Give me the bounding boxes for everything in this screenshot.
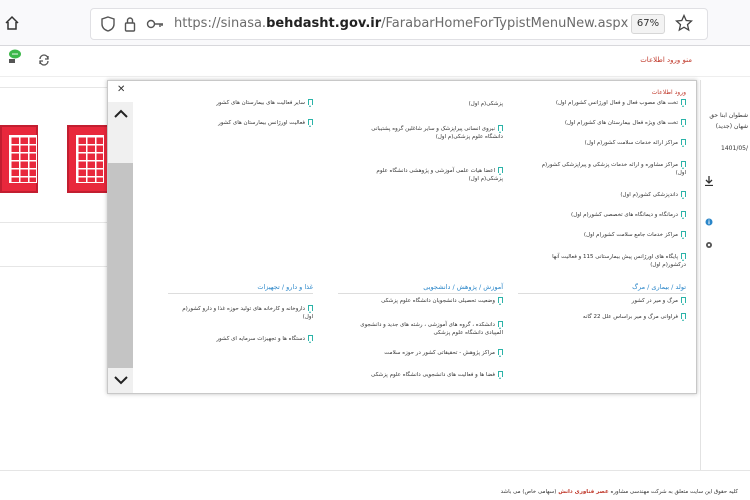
bookmark-icon [308,119,313,125]
divider [0,222,108,223]
bookmark-icon [498,371,503,377]
bookmark-icon [681,297,686,303]
section-title: تولد / بیماری / مرگ [632,283,686,291]
section-education [338,283,503,393]
menu-item[interactable]: سایر فعالیت های بیمارستان های کشور [168,99,313,108]
menu-item[interactable]: نیروی انسانی پیراپزشک و سایر شاغلین گروه پشتیبانی دانشگاه علوم پزشکی(م اول) [371,126,503,140]
bookmark-icon [681,119,686,125]
menu-item[interactable]: مرگ و میر در کشور [518,297,686,306]
bookmark-icon [498,167,503,173]
menu-item[interactable]: تخت های مصوب فعال و فعال اورژانس کشور(م اول) [518,99,686,108]
divider [0,266,108,267]
info-text: شطوان ابنا حق [709,112,748,119]
bookmark-icon [308,99,313,105]
bookmark-icon [681,191,686,197]
browser-toolbar [0,0,750,46]
info-icon[interactable] [705,218,713,228]
menu-item[interactable]: داندپزشکی کشور(م اول) [518,191,686,200]
section-title: آموزش / پژوهش / دانشجویی [423,283,503,291]
download-icon[interactable] [705,176,713,188]
page-footer [0,470,750,500]
divider [168,293,313,294]
divider [518,293,686,294]
date-text: 1401/05/ [721,145,748,152]
menu-item[interactable]: مراکز خدمات جامع سلامت کشور(م اول) [518,231,686,240]
menu-item[interactable]: اعضا هیات علمی آموزشی و پژوهشی دانشگاه علوم پزشکی(م اول) [376,168,503,182]
bookmark-icon [681,231,686,237]
bookmark-icon [308,305,313,311]
info-text: شهان (جدید) [715,123,748,130]
settings-icon[interactable] [705,241,713,251]
menu-item[interactable]: دستگاه ها و تجهیزات سرمایه ای کشور [168,335,313,344]
divider [0,87,108,88]
table-tile-icon[interactable] [0,125,38,193]
menu-column-3 [168,99,313,139]
bookmark-star-icon[interactable] [675,14,693,36]
menu-item[interactable]: پایگاه های اورژانس پیش بیمارستانی 115 و فعالیت آنها درکشور(م اول) [552,254,686,268]
table-tile-icon[interactable] [67,125,110,193]
menu-item[interactable]: دانشکده ، گروه های آموزشی ، رشته های جدید و دانشجوی المپیادی دانشگاه علوم پزشکی [360,322,503,336]
zoom-level-badge[interactable]: 67% [631,14,665,34]
lock-icon[interactable] [124,16,136,36]
menu-item[interactable]: مراکز پژوهش - تحقیقاتی کشور در حوزه سلامت [353,349,503,358]
menu-item[interactable]: پزشکی(م اول) [468,101,503,107]
right-info-panel [700,80,750,470]
chevron-up-icon[interactable] [114,109,128,121]
section-food [168,283,313,363]
bookmark-icon [681,161,686,167]
url-text[interactable]: https://sinasa.behdasht.gov.ir/FarabarHomeForTypistMenuNew.aspx [174,16,629,31]
refresh-icon[interactable] [38,54,50,69]
address-bar[interactable] [90,8,708,40]
bookmark-icon [308,335,313,341]
bookmark-icon [498,321,503,327]
menu-item[interactable]: مراکز مشاوره و ارائه خدمات پزشکی و پیراپزشکی کشور(م اول) [541,162,686,176]
copyright-text: کلیه حقوق این سایت متعلق به شرکت مهندسی مشاوره عصر فناوری دانش (سهامی خاص) می باشد [500,489,738,495]
menu-item[interactable]: مراکز ارائه خدمات سلامت کشور(م اول) [518,139,686,148]
close-icon[interactable]: ✕ [117,84,126,95]
menu-item[interactable]: فراوانی مرگ و میر براساس علل 22 گانه [518,313,686,322]
menu-item[interactable]: فعالیت اورژانس بیمارستان های کشور [168,119,313,128]
scrollbar-thumb[interactable] [108,163,133,368]
menu-item[interactable]: داروخانه و کارخانه های تولید حوزه غذا و دارو کشور(م اول) [182,306,313,320]
bookmark-icon [681,211,686,217]
key-icon[interactable] [146,16,164,36]
menu-item[interactable]: فضا ها و فعالیت های دانشجویی دانشگاه علوم پزشکی [353,371,503,380]
menu-column-1 [518,99,686,279]
page-header [0,47,750,77]
home-icon[interactable] [3,14,21,32]
menu-item[interactable]: وضعیت تحصیلی دانشجویان دانشگاه علوم پزشکی [338,297,503,306]
chevron-down-icon[interactable] [114,375,128,387]
bookmark-icon [498,349,503,355]
modal-title: ورود اطلاعات [651,89,686,96]
section-title: غذا و دارو / تجهیزات [257,283,313,291]
section-births [518,283,686,353]
menu-column-2 [338,99,503,219]
bookmark-icon [681,253,686,259]
bookmark-icon [681,99,686,105]
bookmark-icon [498,125,503,131]
menu-item[interactable]: تخت های ویژه فعال بیمارستان های کشور(م اول) [518,119,686,128]
bookmark-icon [681,139,686,145]
shield-icon[interactable] [101,16,115,36]
data-entry-modal [107,80,697,394]
menu-item[interactable]: درمانگاه و دیمانگاه های تخصصی کشور(م اول) [518,211,686,220]
chat-notification-icon[interactable] [5,48,23,66]
divider [338,293,503,294]
page-title[interactable]: منو ورود اطلاعات [640,56,692,64]
bookmark-icon [681,313,686,319]
bookmark-icon [498,297,503,303]
